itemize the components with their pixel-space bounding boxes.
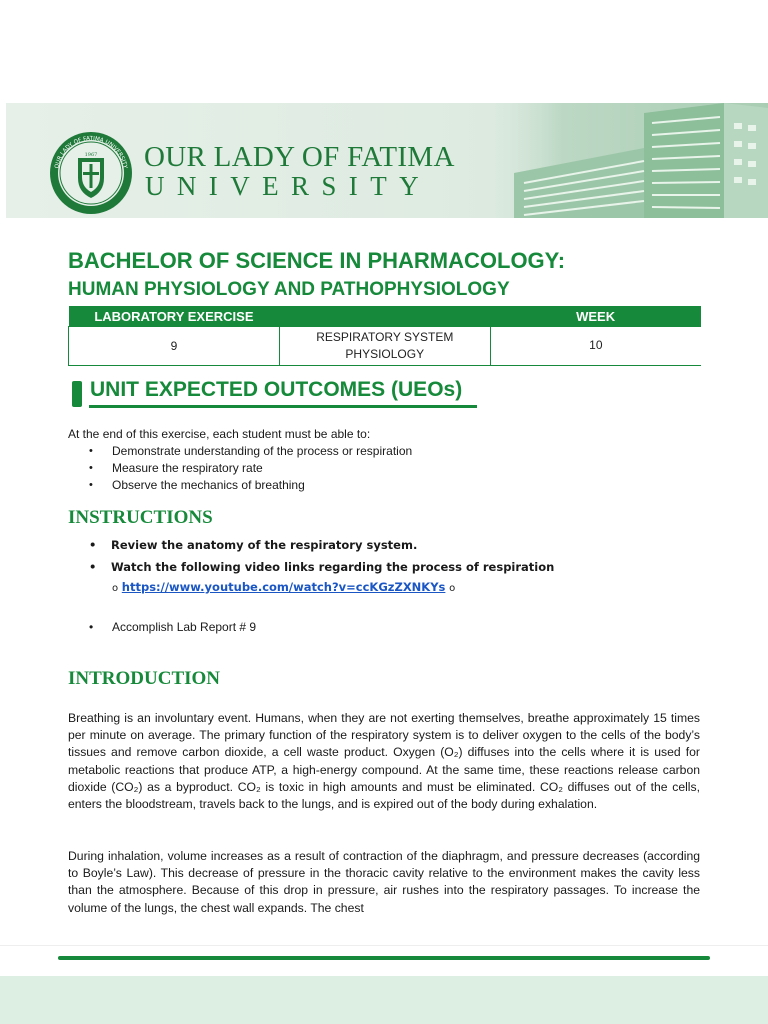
topic-line2: PHYSIOLOGY: [345, 347, 425, 361]
list-item: • Review the anatomy of the respiratory system.: [86, 534, 554, 556]
lab-exercise-table: [68, 306, 701, 366]
exercise-topic-cell: [279, 327, 490, 366]
university-name-line1: OUR LADY OF FATIMA: [144, 141, 455, 173]
introduction-heading: INTRODUCTION: [68, 668, 221, 689]
university-seal-logo: [48, 130, 134, 216]
list-item: • Watch the following video links regarding the process of respiration: [86, 556, 554, 578]
ueo-underline: [89, 405, 477, 408]
header-empty: [279, 306, 490, 327]
ueo-lead-text: At the end of this exercise, each student must be able to:: [68, 427, 371, 441]
page-divider: [0, 945, 768, 946]
ueo-accent-bar: [72, 381, 82, 407]
course-title: BACHELOR OF SCIENCE IN PHARMACOLOGY:: [68, 248, 566, 273]
lab-table-row: [69, 327, 702, 366]
university-name-line2: UNIVERSITY: [145, 171, 431, 201]
instructions-list: [86, 534, 554, 578]
header-laboratory-exercise: LABORATORY EXERCISE: [69, 306, 280, 327]
week-number-cell: [490, 327, 701, 366]
video-link-row: [112, 578, 455, 598]
ueo-title: UNIT EXPECTED OUTCOMES (UEOs): [90, 378, 463, 401]
week-number: 10: [589, 338, 603, 353]
circle-bullet: o: [449, 583, 456, 594]
lab-report-text: Accomplish Lab Report # 9: [112, 620, 257, 634]
lab-report-item: [86, 619, 256, 635]
circle-bullet: o: [112, 583, 119, 594]
introduction-paragraph-2: During inhalation, volume increases as a result of contraction of the diaphragm, and pressure decreases (according to Boyle’s Law). This decrease of pressure in the thoracic cavity relative to the environment makes the cavity less than the atmosphere. Because of this drop in pressure, air rushes into the respiratory passages. To increase the volume of the lungs, the chest wall expands. The chest: [68, 849, 700, 915]
header-week: WEEK: [490, 306, 701, 327]
university-banner: [6, 103, 768, 218]
footer-band: [0, 976, 768, 1024]
list-item: • Measure the respiratory rate: [86, 460, 412, 477]
building-illustration: [494, 103, 768, 218]
course-subtitle: HUMAN PHYSIOLOGY AND PATHOPHYSIOLOGY: [68, 279, 510, 300]
list-item: • Observe the mechanics of breathing: [86, 477, 412, 494]
ueo-list: [86, 443, 412, 494]
seal-year: 1967: [84, 152, 98, 158]
lab-table-header-row: [69, 306, 702, 327]
instructions-heading: INSTRUCTIONS: [68, 507, 213, 528]
seal-text: OUR LADY OF FATIMA UNIVERSITY: [54, 135, 128, 170]
introduction-paragraph-1: Breathing is an involuntary event. Humans, when they are not exerting themselves, breathe approximately 15 times per minute on average. The primary function of the respiratory system is to deliver oxygen to the cells of the body’s tissues and remove carbon dioxide, a cell waste product. Oxygen (O₂) diffuses into the cells where it is used for metabolic reactions that produce ATP, a high-energy compound. At the same time, these reactions release carbon dioxide (CO₂) as a byproduct. CO₂ is toxic in high amounts and must be eliminated. CO₂ diffuses out of the cells, enters the bloodstream, travels back to the lungs, and is expired out of the body during exhalation.: [68, 711, 700, 812]
list-item: • Demonstrate understanding of the process or respiration: [86, 443, 412, 460]
topic-line1: RESPIRATORY SYSTEM: [316, 330, 454, 344]
exercise-number-cell: 9: [69, 327, 280, 366]
youtube-video-link[interactable]: https://www.youtube.com/watch?v=ccKGzZXNKYs: [121, 580, 446, 594]
footer-green-line: [58, 956, 710, 960]
